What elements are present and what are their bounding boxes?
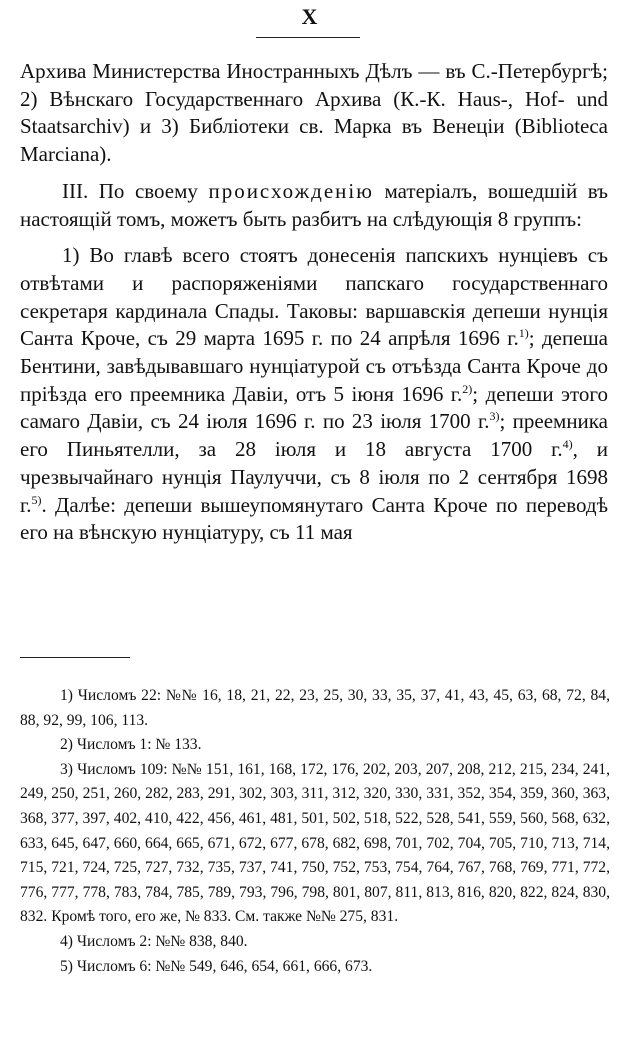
footnote-rule bbox=[20, 657, 130, 658]
paragraph-archives: Архива Министерства Иностранныхъ Дѣлъ — въ С.-Петербургѣ; 2) Вѣнскаго Государственнаго Архива (К.-К. Haus-, Hof- und Staatsarchiv) и 3) Библіотеки св. Марка въ Венеціи (Biblioteca Marciana). bbox=[20, 59, 608, 167]
p3-c: ; депеши этого самаго Давіи, съ 24 іюля 1696 г. по 23 іюля 1700 г. bbox=[20, 381, 609, 434]
main-text bbox=[20, 58, 608, 547]
footnote-ref-4: 4) bbox=[562, 437, 573, 452]
p3-a: 1) Во главѣ всего стоятъ донесенія папскихъ нунціевъ съ отвѣтами и распоряженіями папскаго государственнаго секретаря кардинала Спады. Таковы: варшавскія депеши нунція Санта Кроче, съ 29 марта 1695 г. по 24 апрѣля 1696 г. bbox=[20, 243, 608, 351]
page-number: X bbox=[301, 4, 319, 29]
section-number: III. bbox=[62, 178, 89, 203]
p2-post: матеріалъ, вошедшій въ настоящій томъ, можетъ быть разбитъ на слѣдующія 8 группъ: bbox=[20, 178, 609, 231]
p3-e: , и чрезвычайнаго нунція Паулуччи, съ 8 іюля по 2 сентября 1698 г. bbox=[20, 437, 608, 517]
footnote-ref-3: 3) bbox=[489, 409, 500, 424]
footnote-5: 5) Числомъ 6: №№ 549, 646, 654, 661, 666, 673. bbox=[60, 957, 373, 975]
p3-b: ; депеша Бентини, завѣдывавшаго нунціатурой съ отъѣзда Санта Кроче до пріѣзда его преемника Давіи, отъ 5 іюня 1696 г. bbox=[20, 326, 609, 406]
footnote-ref-1: 1) bbox=[518, 326, 529, 341]
p3-d: ; преемника его Пиньятелли, за 28 іюля и 18 августа 1700 г. bbox=[20, 409, 609, 462]
footnote-ref-2: 2) bbox=[462, 381, 473, 396]
p2-emphasis: происхожденію bbox=[208, 178, 374, 203]
footnote-1: 1) Числомъ 22: №№ 16, 18, 21, 22, 23, 25, 30, 33, 35, 37, 41, 43, 45, 63, 68, 72, 84, 88, 92, 99, 106, 113. bbox=[20, 687, 610, 729]
footnote-3: 3) Числомъ 109: №№ 151, 161, 168, 172, 176, 202, 203, 207, 208, 212, 215, 234, 241, 249, 250, 251, 260, 282, 283, 291, 302, 303, 311, 312, 320, 330, 331, 352, 354, 359, 360, 363, 368, 377, 397, 402, 410, 422, 456, 461, 481, 501, 502, 518, 522, 528, 541, 559, 560, 568, 632, 633, 645, 647, 660, 664, 665, 671, 672, 677, 678, 682, 698, 701, 702, 704, 705, 710, 713, 714, 715, 721, 724, 725, 727, 732, 735, 737, 741, 750, 752, 753, 754, 764, 767, 768, 769, 771, 772, 776, 777, 778, 783, 784, 785, 789, 793, 796, 798, 801, 807, 811, 813, 816, 820, 822, 824, 830, 832. Кромѣ того, его же, № 833. См. также №№ 275, 831. bbox=[20, 760, 610, 926]
page-number-rule bbox=[256, 37, 360, 38]
footnotes bbox=[20, 684, 610, 979]
footnote-4: 4) Числомъ 2: №№ 838, 840. bbox=[60, 932, 248, 950]
paragraph-group-one bbox=[20, 242, 608, 547]
p2-pre: По своему bbox=[98, 178, 198, 203]
p3-f: . Далѣе: депеши вышеупомянутаго Санта Кроче по переводѣ его на вѣнскую нунціатуру, съ 11 мая bbox=[20, 492, 608, 545]
footnote-ref-5: 5) bbox=[31, 492, 42, 507]
paragraph-section-three bbox=[20, 178, 608, 233]
footnote-2: 2) Числомъ 1: № 133. bbox=[60, 736, 202, 754]
